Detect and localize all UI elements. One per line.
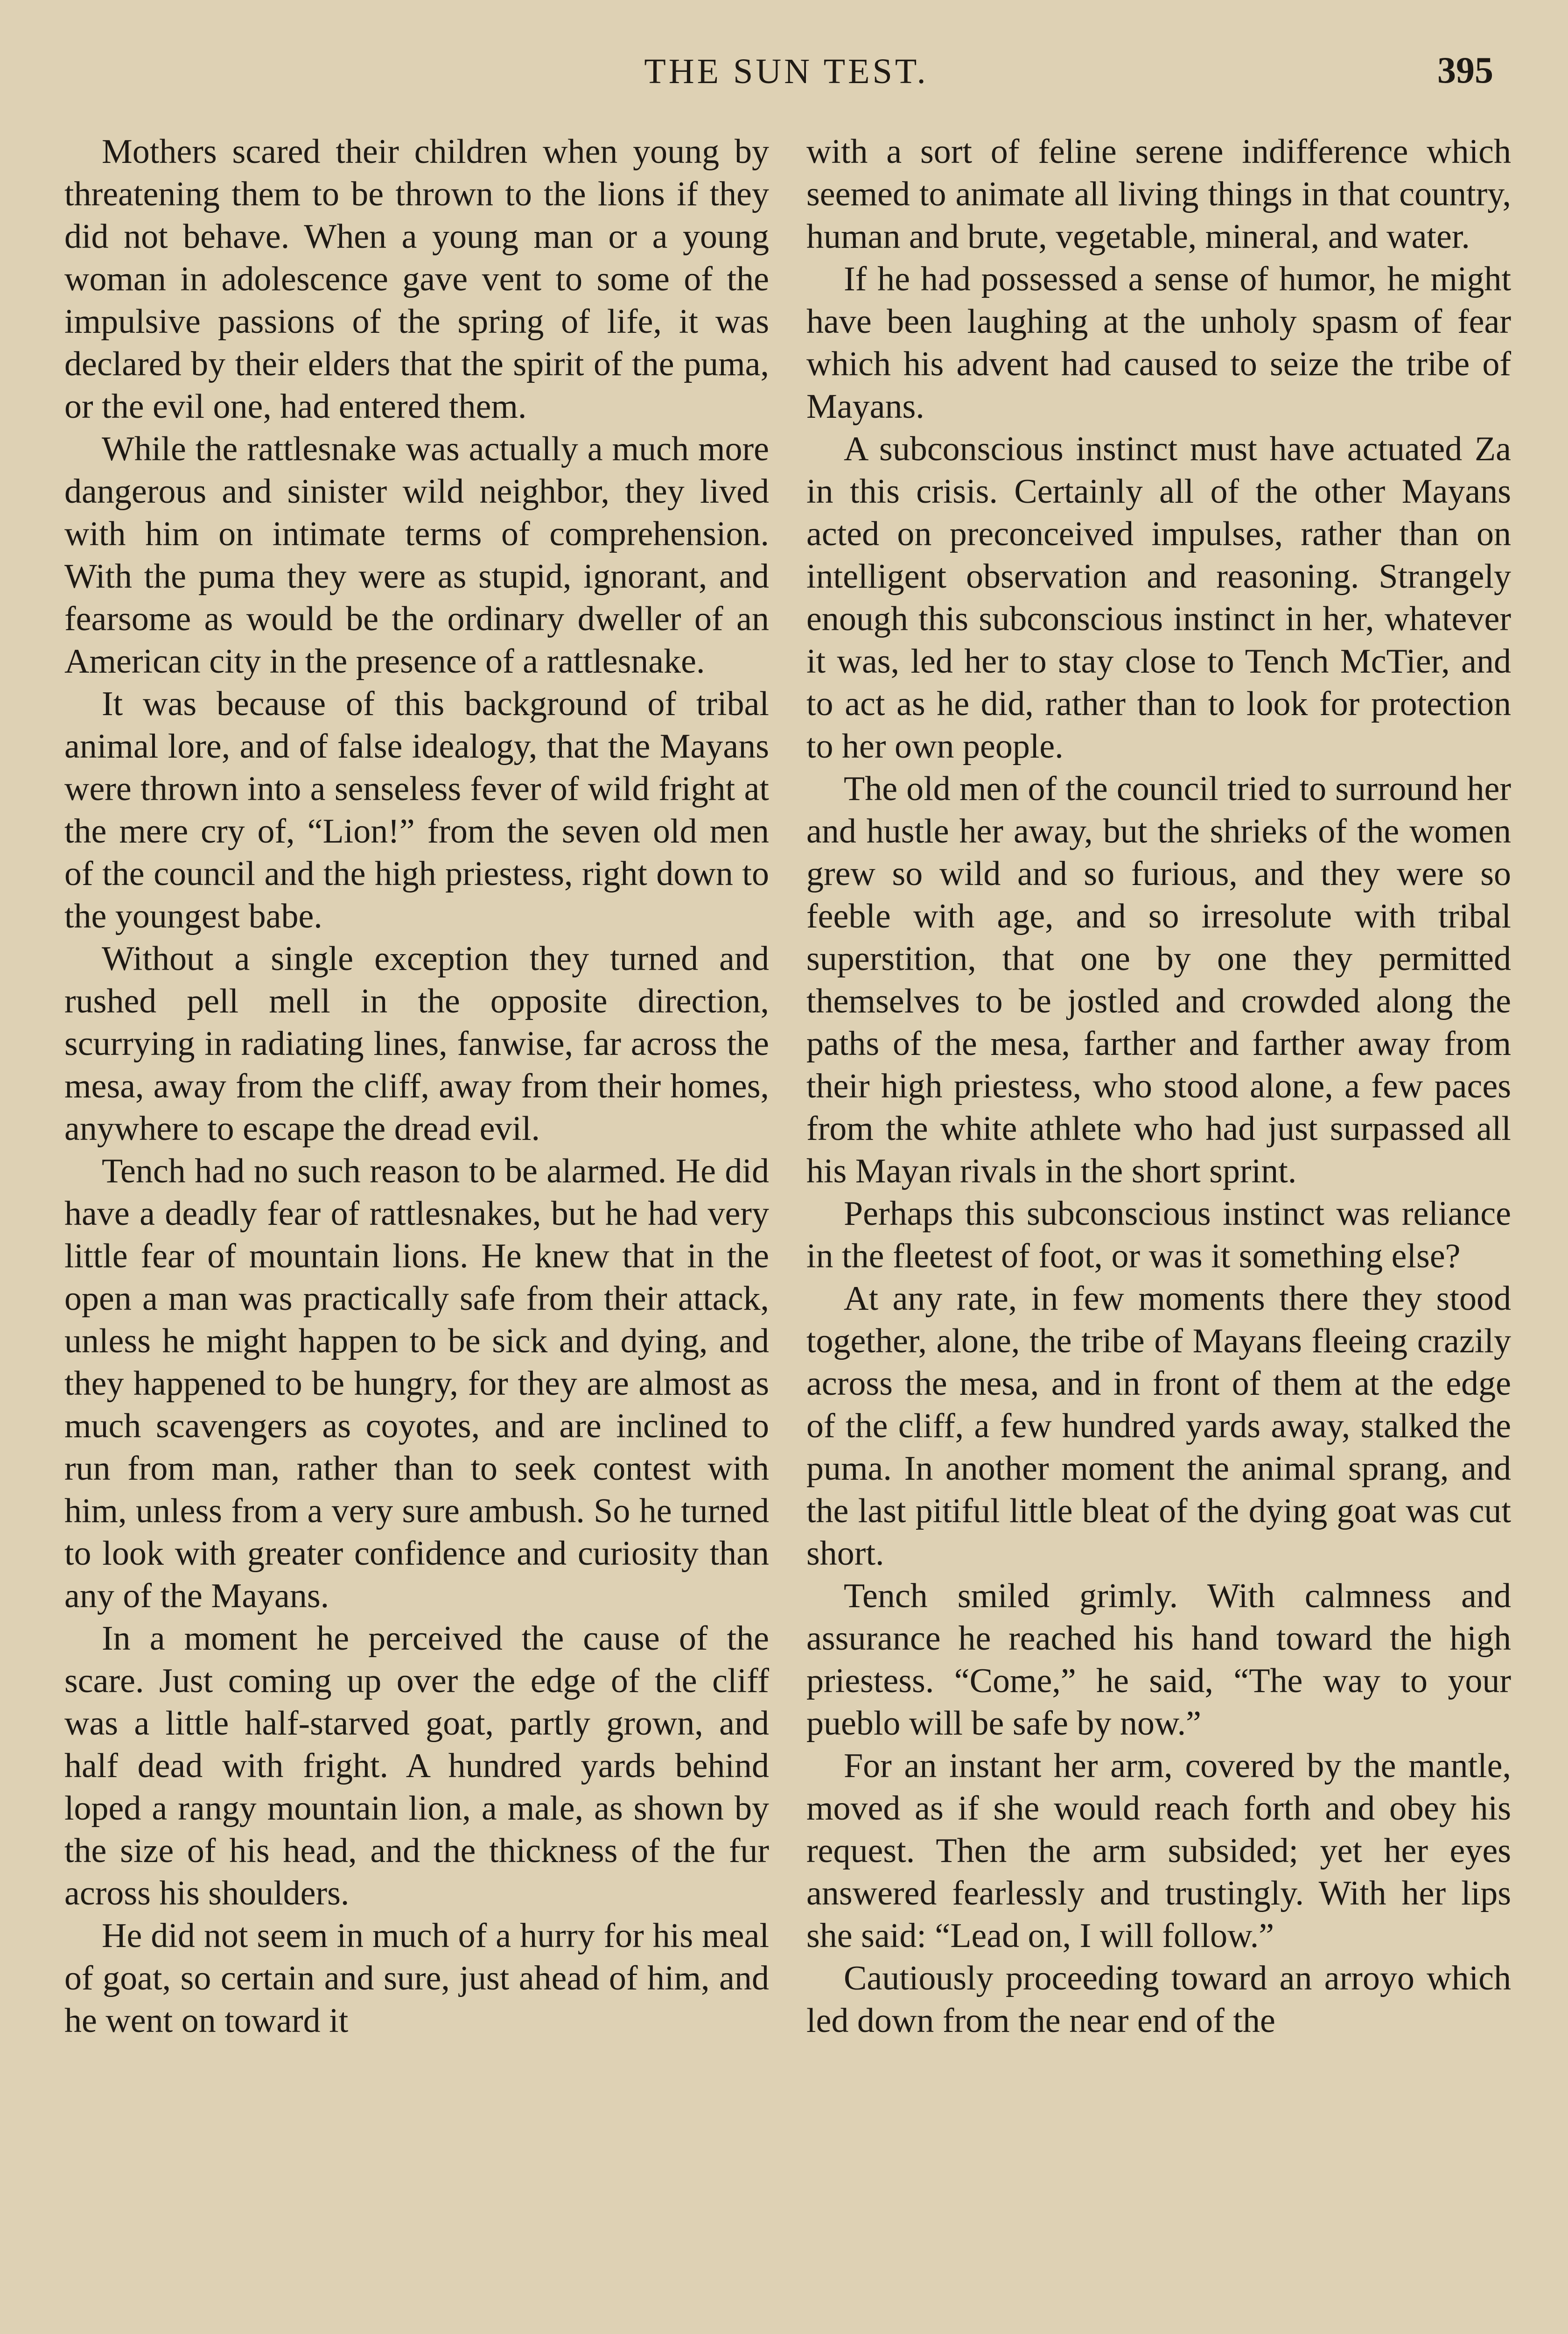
paragraph: Tench smiled grimly. With calmness and assurance he reached his hand toward the high priestess. “Come,” he said, “The way to your pueblo will be safe by now.” [806,1577,1511,1743]
running-header [61,42,1512,98]
paragraph: A subconscious instinct must have actuated Za in this crisis. Certainly all of the other Mayans acted on preconceived impulses, rather than on intelligent observation and reasoning. Strangely enough this subconscious instinct in her, whatever it was, led her to stay close to Tench McTier, and to act as he did, rather than to look for protection to her own people. [806,430,1511,766]
paragraph: He did not seem in much of a hurry for his meal of goat, so certain and sure, just ahead of him, and he went on toward it [64,1917,769,2040]
paragraph: Cautiously proceeding toward an arroyo which led down from the near end of the [806,1959,1511,2040]
paragraph: While the rattlesnake was actually a much more dangerous and sinister wild neighbor, they lived with him on intimate terms of comprehension. With the puma they were as stupid, ignorant, and fearsome as would be the ordinary dweller of an American city in the presence of a rattlesnake. [64,430,769,681]
paragraph: Tench had no such reason to be alarmed. He did have a deadly fear of rattlesnakes, but he had very little fear of mountain lions. He knew that in the open a man was practically safe from their attack, unless he might happen to be sick and dying, and they happened to be hungry, for they are almost as much scavengers as coyotes, and are inclined to run from man, rather than to seek contest with him, unless from a very sure ambush. So he turned to look with greater confidence and curiosity than any of the Mayans. [64,1152,769,1615]
paragraph: If he had possessed a sense of humor, he might have been laughing at the unholy spasm of fear which his advent had caused to seize the tribe of Mayans. [806,260,1511,426]
paragraph: It was because of this background of tribal animal lore, and of false idealogy, that the Mayans were thrown into a senseless fever of wild fright at the mere cry of, “Lion!” from the seven old men of the council and the high priestess, right down to the youngest babe. [64,685,769,935]
paragraph: Without a single exception they turned and rushed pell mell in the opposite direction, scurrying in radiating lines, fanwise, far across the mesa, away from the cliff, away from their homes, anywhere to escape the dread evil. [64,940,769,1148]
paragraph: Mothers scared their children when young by threatening them to be thrown to the lions if they did not behave. When a young man or a young woman in adolescence gave vent to some of the impulsive passions of the spring of life, it was declared by their elders that the spirit of the puma, or the evil one, had entered them. [64,133,769,426]
paragraph: At any rate, in few moments there they stood together, alone, the tribe of Mayans fleeing crazily across the mesa, and in front of them at the edge of the cliff, a few hundred yards away, stalked the puma. In another moment the animal sprang, and the last pitiful little bleat of the dying goat was cut short. [806,1279,1511,1573]
paragraph: In a moment he perceived the cause of the scare. Just coming up over the edge of the cliff was a little half-starved goat, partly grown, and half dead with fright. A hundred yards behind loped a rangy mountain lion, a male, as shown by the size of his head, and the thickness of the fur across his shoulders. [64,1619,769,1912]
running-title: THE SUN TEST. [644,52,929,91]
paragraph: with a sort of feline serene indifference which seemed to animate all living things in that country, human and brute, vegetable, mineral, and water. [806,133,1511,256]
paragraph: For an instant her arm, covered by the mantle, moved as if she would reach forth and obey his request. Then the arm subsided; yet her eyes answered fearlessly and trustingly. With her lips she said: “Lead on, I will follow.” [806,1747,1511,1955]
right-column [806,131,1511,2042]
page-number: 395 [1437,50,1493,91]
left-column [64,131,769,2042]
paragraph: Perhaps this subconscious instinct was reliance in the fleetest of foot, or was it something else? [806,1195,1511,1275]
paragraph: The old men of the council tried to surround her and hustle her away, but the shrieks of the women grew so wild and so furious, and they were so feeble with age, and so irresolute with tribal superstition, that one by one they permitted themselves to be jostled and crowded along the paths of the mesa, farther and farther away from their high priestess, who stood alone, a few paces from the white athlete who had just surpassed all his Mayan rivals in the short sprint. [806,770,1511,1190]
